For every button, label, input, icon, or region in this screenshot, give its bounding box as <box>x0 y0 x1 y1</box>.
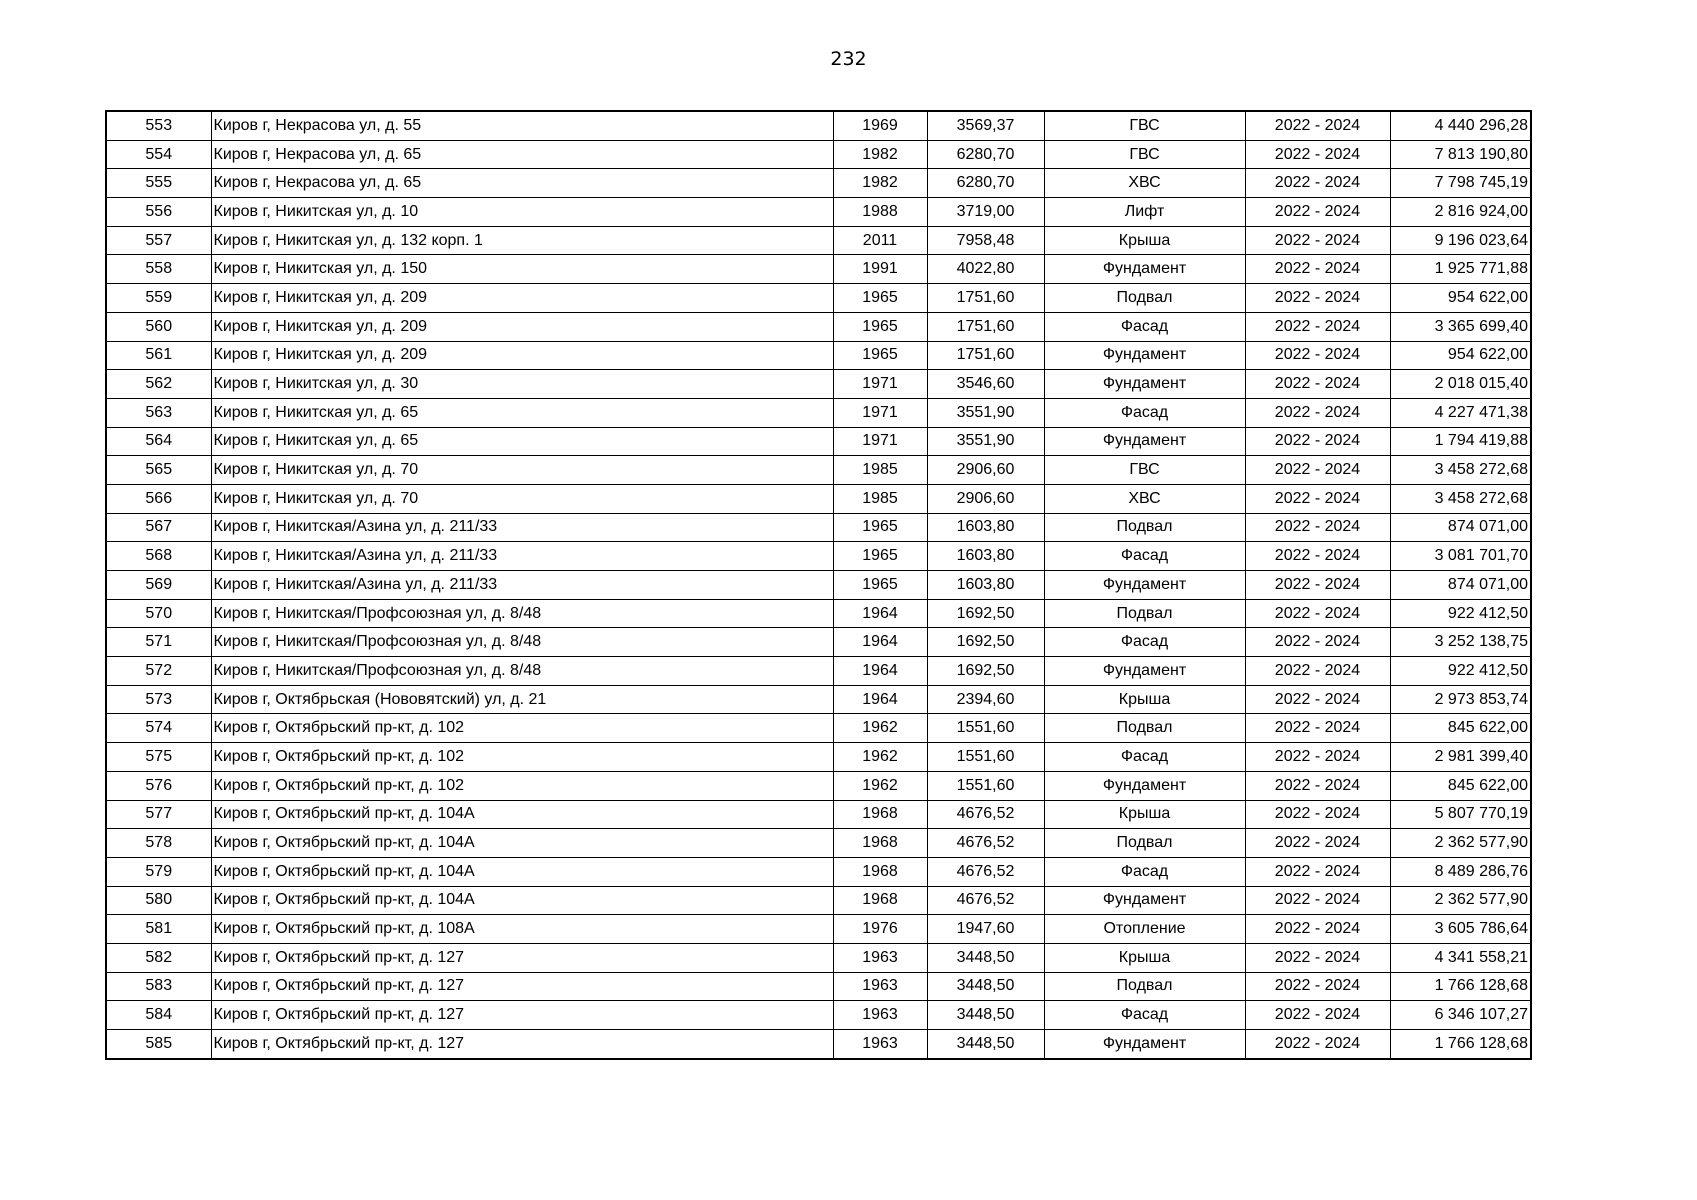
cost-cell: 2 973 853,74 <box>1390 685 1531 714</box>
year-cell: 1982 <box>833 140 927 169</box>
area-cell: 4022,80 <box>927 255 1044 284</box>
row-number: 576 <box>106 771 211 800</box>
address-cell: Киров г, Октябрьский пр-кт, д. 108А <box>211 915 833 944</box>
work-type-cell: Крыша <box>1044 226 1245 255</box>
year-cell: 1968 <box>833 857 927 886</box>
year-cell: 1982 <box>833 169 927 198</box>
area-cell: 3448,50 <box>927 1001 1044 1030</box>
area-cell: 6280,70 <box>927 169 1044 198</box>
cost-cell: 1 766 128,68 <box>1390 972 1531 1001</box>
area-cell: 3569,37 <box>927 111 1044 140</box>
year-cell: 1962 <box>833 743 927 772</box>
table-row <box>106 513 1531 542</box>
area-cell: 2906,60 <box>927 484 1044 513</box>
year-cell: 1964 <box>833 599 927 628</box>
work-type-cell: ГВС <box>1044 456 1245 485</box>
cost-cell: 3 252 138,75 <box>1390 628 1531 657</box>
work-type-cell: Фундамент <box>1044 886 1245 915</box>
period-cell: 2022 - 2024 <box>1245 743 1390 772</box>
table-row <box>106 226 1531 255</box>
year-cell: 1971 <box>833 370 927 399</box>
cost-cell: 874 071,00 <box>1390 513 1531 542</box>
period-cell: 2022 - 2024 <box>1245 972 1390 1001</box>
row-number: 583 <box>106 972 211 1001</box>
work-type-cell: Фундамент <box>1044 771 1245 800</box>
repair-schedule-table <box>105 110 1532 1060</box>
year-cell: 1964 <box>833 657 927 686</box>
cost-cell: 954 622,00 <box>1390 284 1531 313</box>
area-cell: 7958,48 <box>927 226 1044 255</box>
work-type-cell: Подвал <box>1044 513 1245 542</box>
year-cell: 1968 <box>833 886 927 915</box>
row-number: 571 <box>106 628 211 657</box>
cost-cell: 845 622,00 <box>1390 771 1531 800</box>
period-cell: 2022 - 2024 <box>1245 341 1390 370</box>
table-row <box>106 427 1531 456</box>
cost-cell: 1 925 771,88 <box>1390 255 1531 284</box>
cost-cell: 6 346 107,27 <box>1390 1001 1531 1030</box>
cost-cell: 7 798 745,19 <box>1390 169 1531 198</box>
cost-cell: 2 362 577,90 <box>1390 829 1531 858</box>
address-cell: Киров г, Октябрьский пр-кт, д. 102 <box>211 743 833 772</box>
table-row <box>106 140 1531 169</box>
area-cell: 1692,50 <box>927 657 1044 686</box>
period-cell: 2022 - 2024 <box>1245 140 1390 169</box>
row-number: 555 <box>106 169 211 198</box>
year-cell: 2011 <box>833 226 927 255</box>
row-number: 584 <box>106 1001 211 1030</box>
address-cell: Киров г, Октябрьский пр-кт, д. 104А <box>211 800 833 829</box>
table-row <box>106 972 1531 1001</box>
table-row <box>106 829 1531 858</box>
period-cell: 2022 - 2024 <box>1245 1001 1390 1030</box>
year-cell: 1965 <box>833 312 927 341</box>
work-type-cell: ГВС <box>1044 140 1245 169</box>
table-row <box>106 484 1531 513</box>
work-type-cell: ХВС <box>1044 169 1245 198</box>
cost-cell: 3 365 699,40 <box>1390 312 1531 341</box>
work-type-cell: Подвал <box>1044 972 1245 1001</box>
work-type-cell: Фасад <box>1044 542 1245 571</box>
address-cell: Киров г, Никитская/Азина ул, д. 211/33 <box>211 513 833 542</box>
table-row <box>106 771 1531 800</box>
cost-cell: 1 794 419,88 <box>1390 427 1531 456</box>
work-type-cell: Подвал <box>1044 714 1245 743</box>
address-cell: Киров г, Никитская ул, д. 209 <box>211 284 833 313</box>
area-cell: 3551,90 <box>927 427 1044 456</box>
row-number: 563 <box>106 398 211 427</box>
area-cell: 3448,50 <box>927 1030 1044 1059</box>
area-cell: 1692,50 <box>927 599 1044 628</box>
period-cell: 2022 - 2024 <box>1245 198 1390 227</box>
address-cell: Киров г, Некрасова ул, д. 65 <box>211 140 833 169</box>
table-row <box>106 198 1531 227</box>
year-cell: 1963 <box>833 1001 927 1030</box>
work-type-cell: ГВС <box>1044 111 1245 140</box>
table-row <box>106 915 1531 944</box>
area-cell: 1603,80 <box>927 513 1044 542</box>
year-cell: 1965 <box>833 341 927 370</box>
area-cell: 6280,70 <box>927 140 1044 169</box>
address-cell: Киров г, Октябрьский пр-кт, д. 127 <box>211 943 833 972</box>
row-number: 562 <box>106 370 211 399</box>
period-cell: 2022 - 2024 <box>1245 484 1390 513</box>
period-cell: 2022 - 2024 <box>1245 628 1390 657</box>
table-row <box>106 886 1531 915</box>
area-cell: 1603,80 <box>927 542 1044 571</box>
cost-cell: 2 981 399,40 <box>1390 743 1531 772</box>
year-cell: 1976 <box>833 915 927 944</box>
area-cell: 2394,60 <box>927 685 1044 714</box>
row-number: 574 <box>106 714 211 743</box>
year-cell: 1962 <box>833 771 927 800</box>
area-cell: 3546,60 <box>927 370 1044 399</box>
period-cell: 2022 - 2024 <box>1245 398 1390 427</box>
table-row <box>106 800 1531 829</box>
cost-cell: 2 018 015,40 <box>1390 370 1531 399</box>
address-cell: Киров г, Никитская ул, д. 132 корп. 1 <box>211 226 833 255</box>
address-cell: Киров г, Октябрьский пр-кт, д. 127 <box>211 1001 833 1030</box>
row-number: 582 <box>106 943 211 972</box>
period-cell: 2022 - 2024 <box>1245 943 1390 972</box>
work-type-cell: Лифт <box>1044 198 1245 227</box>
area-cell: 4676,52 <box>927 857 1044 886</box>
table-row <box>106 284 1531 313</box>
row-number: 575 <box>106 743 211 772</box>
row-number: 565 <box>106 456 211 485</box>
period-cell: 2022 - 2024 <box>1245 857 1390 886</box>
table-row <box>106 312 1531 341</box>
table-row <box>106 456 1531 485</box>
period-cell: 2022 - 2024 <box>1245 915 1390 944</box>
address-cell: Киров г, Никитская ул, д. 70 <box>211 456 833 485</box>
row-number: 567 <box>106 513 211 542</box>
work-type-cell: Фундамент <box>1044 657 1245 686</box>
cost-cell: 3 458 272,68 <box>1390 456 1531 485</box>
work-type-cell: ХВС <box>1044 484 1245 513</box>
row-number: 585 <box>106 1030 211 1059</box>
cost-cell: 4 341 558,21 <box>1390 943 1531 972</box>
period-cell: 2022 - 2024 <box>1245 685 1390 714</box>
address-cell: Киров г, Октябрьский пр-кт, д. 104А <box>211 857 833 886</box>
cost-cell: 4 227 471,38 <box>1390 398 1531 427</box>
address-cell: Киров г, Никитская ул, д. 209 <box>211 312 833 341</box>
period-cell: 2022 - 2024 <box>1245 255 1390 284</box>
cost-cell: 874 071,00 <box>1390 571 1531 600</box>
cost-cell: 7 813 190,80 <box>1390 140 1531 169</box>
address-cell: Киров г, Октябрьский пр-кт, д. 127 <box>211 972 833 1001</box>
table-row <box>106 370 1531 399</box>
area-cell: 1551,60 <box>927 771 1044 800</box>
period-cell: 2022 - 2024 <box>1245 312 1390 341</box>
period-cell: 2022 - 2024 <box>1245 169 1390 198</box>
address-cell: Киров г, Октябрьский пр-кт, д. 102 <box>211 771 833 800</box>
period-cell: 2022 - 2024 <box>1245 111 1390 140</box>
year-cell: 1965 <box>833 513 927 542</box>
address-cell: Киров г, Никитская ул, д. 65 <box>211 398 833 427</box>
address-cell: Киров г, Октябрьский пр-кт, д. 104А <box>211 886 833 915</box>
period-cell: 2022 - 2024 <box>1245 226 1390 255</box>
area-cell: 1751,60 <box>927 284 1044 313</box>
year-cell: 1971 <box>833 398 927 427</box>
year-cell: 1965 <box>833 284 927 313</box>
row-number: 556 <box>106 198 211 227</box>
period-cell: 2022 - 2024 <box>1245 513 1390 542</box>
work-type-cell: Фундамент <box>1044 341 1245 370</box>
table-row <box>106 398 1531 427</box>
year-cell: 1988 <box>833 198 927 227</box>
address-cell: Киров г, Октябрьский пр-кт, д. 102 <box>211 714 833 743</box>
row-number: 581 <box>106 915 211 944</box>
work-type-cell: Фасад <box>1044 398 1245 427</box>
row-number: 566 <box>106 484 211 513</box>
work-type-cell: Фундамент <box>1044 255 1245 284</box>
cost-cell: 5 807 770,19 <box>1390 800 1531 829</box>
address-cell: Киров г, Некрасова ул, д. 55 <box>211 111 833 140</box>
address-cell: Киров г, Никитская ул, д. 70 <box>211 484 833 513</box>
table-row <box>106 1001 1531 1030</box>
period-cell: 2022 - 2024 <box>1245 599 1390 628</box>
row-number: 554 <box>106 140 211 169</box>
year-cell: 1964 <box>833 685 927 714</box>
address-cell: Киров г, Никитская/Профсоюзная ул, д. 8/48 <box>211 628 833 657</box>
cost-cell: 3 458 272,68 <box>1390 484 1531 513</box>
work-type-cell: Фасад <box>1044 743 1245 772</box>
address-cell: Киров г, Никитская ул, д. 10 <box>211 198 833 227</box>
row-number: 570 <box>106 599 211 628</box>
area-cell: 2906,60 <box>927 456 1044 485</box>
cost-cell: 4 440 296,28 <box>1390 111 1531 140</box>
year-cell: 1965 <box>833 571 927 600</box>
year-cell: 1968 <box>833 800 927 829</box>
area-cell: 1947,60 <box>927 915 1044 944</box>
row-number: 569 <box>106 571 211 600</box>
row-number: 572 <box>106 657 211 686</box>
area-cell: 1551,60 <box>927 714 1044 743</box>
cost-cell: 9 196 023,64 <box>1390 226 1531 255</box>
row-number: 564 <box>106 427 211 456</box>
year-cell: 1971 <box>833 427 927 456</box>
year-cell: 1965 <box>833 542 927 571</box>
row-number: 580 <box>106 886 211 915</box>
area-cell: 4676,52 <box>927 800 1044 829</box>
work-type-cell: Фундамент <box>1044 370 1245 399</box>
area-cell: 1692,50 <box>927 628 1044 657</box>
work-type-cell: Фундамент <box>1044 571 1245 600</box>
period-cell: 2022 - 2024 <box>1245 800 1390 829</box>
table-row <box>106 628 1531 657</box>
table-row <box>106 857 1531 886</box>
table-row <box>106 599 1531 628</box>
address-cell: Киров г, Никитская/Азина ул, д. 211/33 <box>211 542 833 571</box>
year-cell: 1963 <box>833 1030 927 1059</box>
year-cell: 1963 <box>833 943 927 972</box>
year-cell: 1968 <box>833 829 927 858</box>
work-type-cell: Крыша <box>1044 943 1245 972</box>
address-cell: Киров г, Никитская ул, д. 65 <box>211 427 833 456</box>
area-cell: 4676,52 <box>927 886 1044 915</box>
work-type-cell: Подвал <box>1044 829 1245 858</box>
address-cell: Киров г, Октябрьская (Нововятский) ул, д. 21 <box>211 685 833 714</box>
table-row <box>106 1030 1531 1059</box>
year-cell: 1962 <box>833 714 927 743</box>
row-number: 579 <box>106 857 211 886</box>
row-number: 568 <box>106 542 211 571</box>
area-cell: 3719,00 <box>927 198 1044 227</box>
work-type-cell: Подвал <box>1044 599 1245 628</box>
row-number: 557 <box>106 226 211 255</box>
area-cell: 3448,50 <box>927 972 1044 1001</box>
table-row <box>106 657 1531 686</box>
period-cell: 2022 - 2024 <box>1245 886 1390 915</box>
address-cell: Киров г, Никитская/Профсоюзная ул, д. 8/48 <box>211 657 833 686</box>
row-number: 573 <box>106 685 211 714</box>
period-cell: 2022 - 2024 <box>1245 657 1390 686</box>
work-type-cell: Фасад <box>1044 857 1245 886</box>
period-cell: 2022 - 2024 <box>1245 771 1390 800</box>
table-row <box>106 341 1531 370</box>
table-row <box>106 685 1531 714</box>
address-cell: Киров г, Октябрьский пр-кт, д. 104А <box>211 829 833 858</box>
year-cell: 1963 <box>833 972 927 1001</box>
period-cell: 2022 - 2024 <box>1245 829 1390 858</box>
work-type-cell: Фасад <box>1044 1001 1245 1030</box>
period-cell: 2022 - 2024 <box>1245 714 1390 743</box>
period-cell: 2022 - 2024 <box>1245 370 1390 399</box>
period-cell: 2022 - 2024 <box>1245 542 1390 571</box>
area-cell: 1603,80 <box>927 571 1044 600</box>
cost-cell: 2 816 924,00 <box>1390 198 1531 227</box>
address-cell: Киров г, Никитская/Азина ул, д. 211/33 <box>211 571 833 600</box>
row-number: 578 <box>106 829 211 858</box>
work-type-cell: Фундамент <box>1044 1030 1245 1059</box>
year-cell: 1991 <box>833 255 927 284</box>
page-number: 232 <box>830 48 867 70</box>
row-number: 559 <box>106 284 211 313</box>
work-type-cell: Отопление <box>1044 915 1245 944</box>
work-type-cell: Фундамент <box>1044 427 1245 456</box>
table-row <box>106 169 1531 198</box>
work-type-cell: Крыша <box>1044 685 1245 714</box>
work-type-cell: Фасад <box>1044 628 1245 657</box>
table-row <box>106 111 1531 140</box>
work-type-cell: Крыша <box>1044 800 1245 829</box>
cost-cell: 922 412,50 <box>1390 657 1531 686</box>
cost-cell: 3 081 701,70 <box>1390 542 1531 571</box>
year-cell: 1969 <box>833 111 927 140</box>
row-number: 553 <box>106 111 211 140</box>
address-cell: Киров г, Некрасова ул, д. 65 <box>211 169 833 198</box>
cost-cell: 1 766 128,68 <box>1390 1030 1531 1059</box>
area-cell: 3551,90 <box>927 398 1044 427</box>
table-row <box>106 943 1531 972</box>
row-number: 577 <box>106 800 211 829</box>
cost-cell: 954 622,00 <box>1390 341 1531 370</box>
cost-cell: 845 622,00 <box>1390 714 1531 743</box>
area-cell: 4676,52 <box>927 829 1044 858</box>
area-cell: 1551,60 <box>927 743 1044 772</box>
area-cell: 1751,60 <box>927 341 1044 370</box>
year-cell: 1964 <box>833 628 927 657</box>
address-cell: Киров г, Никитская/Профсоюзная ул, д. 8/48 <box>211 599 833 628</box>
period-cell: 2022 - 2024 <box>1245 1030 1390 1059</box>
table-row <box>106 542 1531 571</box>
cost-cell: 922 412,50 <box>1390 599 1531 628</box>
address-cell: Киров г, Никитская ул, д. 150 <box>211 255 833 284</box>
row-number: 560 <box>106 312 211 341</box>
cost-cell: 2 362 577,90 <box>1390 886 1531 915</box>
period-cell: 2022 - 2024 <box>1245 456 1390 485</box>
year-cell: 1985 <box>833 484 927 513</box>
address-cell: Киров г, Никитская ул, д. 30 <box>211 370 833 399</box>
work-type-cell: Фасад <box>1044 312 1245 341</box>
period-cell: 2022 - 2024 <box>1245 284 1390 313</box>
area-cell: 3448,50 <box>927 943 1044 972</box>
table-row <box>106 255 1531 284</box>
table-row <box>106 714 1531 743</box>
row-number: 561 <box>106 341 211 370</box>
row-number: 558 <box>106 255 211 284</box>
table-row <box>106 571 1531 600</box>
table-body <box>106 111 1531 1059</box>
address-cell: Киров г, Октябрьский пр-кт, д. 127 <box>211 1030 833 1059</box>
area-cell: 1751,60 <box>927 312 1044 341</box>
work-type-cell: Подвал <box>1044 284 1245 313</box>
cost-cell: 8 489 286,76 <box>1390 857 1531 886</box>
cost-cell: 3 605 786,64 <box>1390 915 1531 944</box>
period-cell: 2022 - 2024 <box>1245 427 1390 456</box>
table-row <box>106 743 1531 772</box>
period-cell: 2022 - 2024 <box>1245 571 1390 600</box>
address-cell: Киров г, Никитская ул, д. 209 <box>211 341 833 370</box>
year-cell: 1985 <box>833 456 927 485</box>
